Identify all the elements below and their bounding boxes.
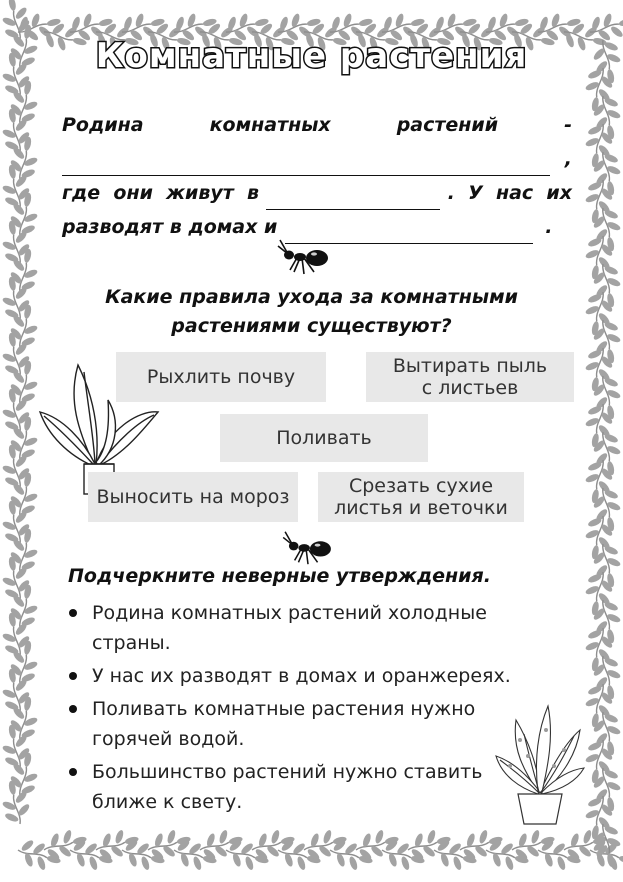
ant-icon (280, 526, 336, 568)
card-watering[interactable] (220, 414, 428, 462)
list-item[interactable] (66, 757, 536, 817)
bullet-icon (69, 609, 77, 617)
statement-line: страны. (92, 632, 171, 654)
statement-line: горячей водой. (92, 728, 245, 750)
fill-in-line-2 (62, 142, 572, 176)
task-heading: Подчеркните неверные утверждения. (68, 565, 491, 587)
word: Родина (62, 114, 144, 136)
card-label: Поливать (276, 427, 372, 449)
statements-list (66, 598, 536, 820)
question-line: растениями существуют? (171, 315, 452, 337)
list-item[interactable] (66, 694, 536, 754)
list-item[interactable] (66, 598, 536, 658)
word: растений (396, 114, 499, 136)
question-heading (60, 283, 563, 341)
bullet-icon (69, 705, 77, 713)
word: комнатных (209, 114, 331, 136)
card-loosen-soil[interactable] (116, 352, 326, 402)
period: . (545, 216, 553, 238)
card-label: Срезать сухие (348, 475, 494, 497)
card-label: с листьев (421, 377, 519, 399)
page-title: Комнатные растения (95, 36, 528, 76)
comma: , (564, 148, 572, 170)
card-label: листья и веточки (334, 497, 508, 519)
bullet-icon (69, 672, 77, 680)
card-wipe-dust[interactable] (366, 352, 574, 402)
card-label: Рыхлить почву (146, 366, 296, 388)
statement-line: ближе к свету. (92, 791, 243, 813)
text-segment: где они живут в (62, 182, 260, 204)
bullet-icon (69, 768, 77, 776)
fill-in-line-3 (62, 176, 572, 210)
text-segment: разводят в домах и (62, 216, 278, 238)
list-item[interactable] (66, 661, 536, 691)
statement-line: Большинство растений нужно ставить (92, 761, 483, 783)
answer-blank-where[interactable] (266, 187, 440, 210)
card-take-to-frost[interactable] (88, 472, 298, 522)
answer-blank-homeland[interactable] (62, 153, 550, 176)
statement-line: Родина комнатных растений холодные (92, 602, 487, 624)
word: - (564, 114, 572, 136)
card-label: Вытирать пыль (392, 355, 548, 377)
fill-in-paragraph (62, 108, 572, 244)
text-segment: . У нас их (447, 182, 572, 204)
potted-plant-illustration (494, 700, 586, 828)
statement-line: Поливать комнатные растения нужно (92, 698, 476, 720)
card-label: Выносить на мороз (96, 486, 290, 508)
question-line: Какие правила ухода за комнатными (105, 286, 518, 308)
card-cut-dry-leaves[interactable] (318, 472, 524, 522)
fill-in-line-1 (62, 108, 572, 142)
statement-line: У нас их разводят в домах и оранжереях. (92, 665, 511, 687)
ant-icon (276, 234, 332, 278)
